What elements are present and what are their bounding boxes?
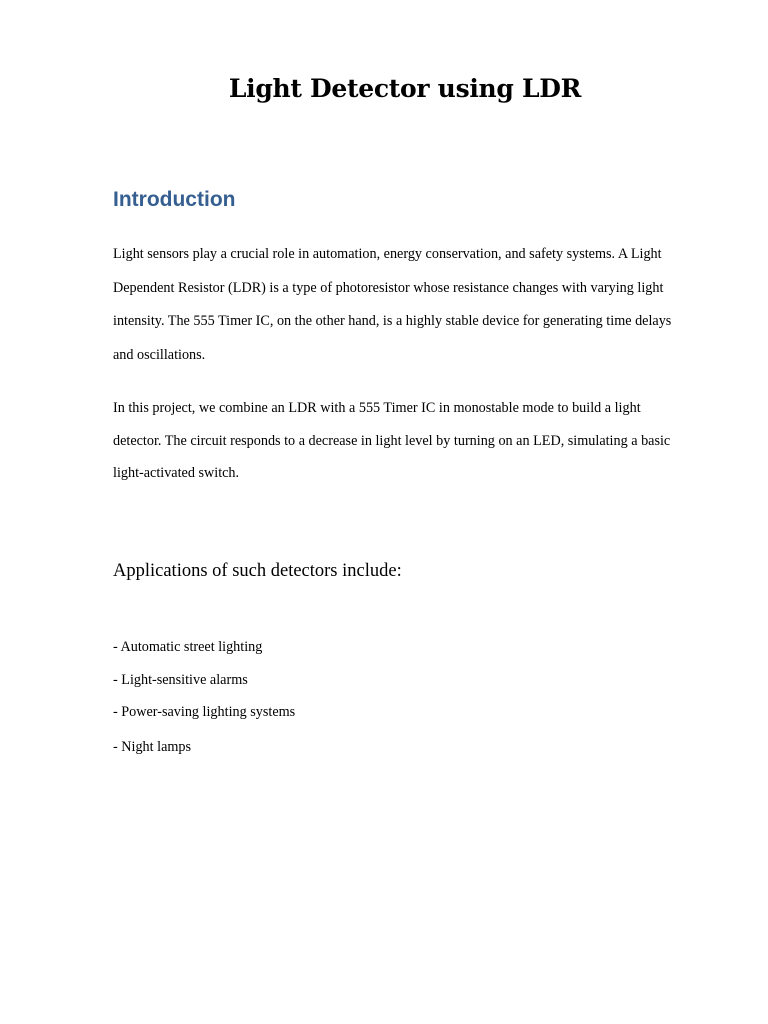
intro-paragraph-1: Light sensors play a crucial role in automation, energy conservation, and safety systems. A Light Dependent Resistor (LDR) is a type of photoresistor whose resistance changes with varying light intensity. The 555 Timer IC, on the other hand, is a highly stable device for generating time delays and oscillations. — [113, 246, 672, 363]
intro-paragraph-2: In this project, we combine an LDR with a 555 Timer IC in monostable mode to build a light detector. The circuit responds to a decrease in light level by turning on an LED, simulating a basic light-activated switch. — [113, 400, 671, 481]
list-item: - Power-saving lighting systems — [113, 704, 296, 720]
section-heading-introduction: Introduction — [113, 188, 236, 211]
list-item: - Night lamps — [113, 739, 192, 755]
applications-heading: Applications of such detectors include: — [113, 561, 402, 581]
list-item: - Automatic street lighting — [113, 639, 263, 655]
list-item: - Light-sensitive alarms — [113, 672, 248, 688]
document-title: Light Detector using LDR — [228, 74, 582, 103]
